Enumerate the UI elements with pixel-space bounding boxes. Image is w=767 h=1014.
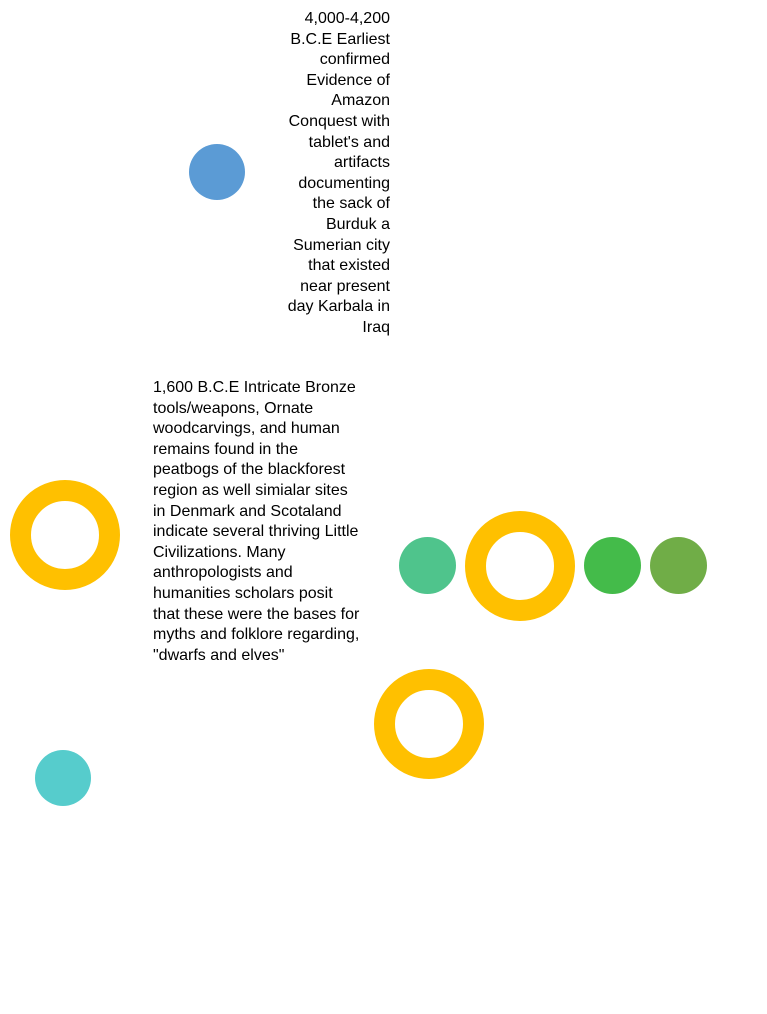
gold-ring-center [465, 511, 575, 621]
green-dot [584, 537, 641, 594]
timeline-note-middle: 1,600 B.C.E Intricate Bronze tools/weapons, Ornate woodcarvings, and human remains found in the peatbogs of the blackforest region as well simialar sites in Denmark and Scotaland indicate several thriving Little Civilizations. Many anthropologists and humanities scholars posit that these were the bases for myths and folklore regarding, "dwarfs and elves" [153, 379, 360, 664]
gold-ring-lower [374, 669, 484, 779]
cyan-dot [35, 750, 91, 806]
teal-dot [399, 537, 456, 594]
timeline-note-top: 4,000-4,200 B.C.E Earliest confirmed Evidence of Amazon Conquest with tablet's and artifacts documenting the sack of Burduk a Sumerian city that existed near present day Karbala in Iraq [287, 10, 390, 336]
olive-dot [650, 537, 707, 594]
gold-ring-left [10, 480, 120, 590]
blue-dot [189, 144, 245, 200]
